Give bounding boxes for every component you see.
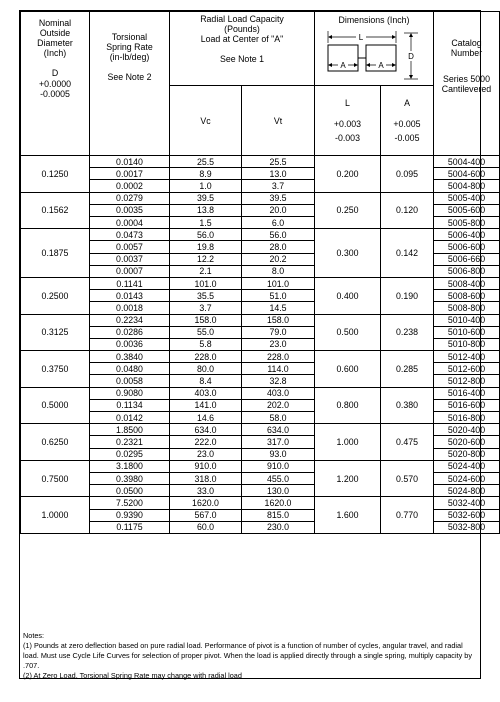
see-note-2: See Note 2 xyxy=(107,72,152,83)
vc-cell: 567.0 xyxy=(170,509,242,521)
vc-cell: 14.6 xyxy=(170,412,242,424)
vt-cell: 3.7 xyxy=(242,180,315,192)
rate-cell: 0.0035 xyxy=(90,204,170,216)
vc-cell: 33.0 xyxy=(170,485,242,497)
l-dimension-cell: 0.300 xyxy=(315,229,381,278)
d-arrow-bottom xyxy=(409,75,413,79)
rate-cell: 0.0037 xyxy=(90,253,170,265)
vc-cell: 1.5 xyxy=(170,217,242,229)
rate-cell: 0.0500 xyxy=(90,485,170,497)
vc-cell: 12.2 xyxy=(170,253,242,265)
vc-cell: 8.9 xyxy=(170,168,242,180)
catalog-number-cell: 5010-600 xyxy=(434,326,500,338)
vc-cell: 318.0 xyxy=(170,472,242,484)
a-dimension-cell: 0.238 xyxy=(381,314,434,351)
a-dimension-cell: 0.142 xyxy=(381,229,434,278)
catalog-number-cell: 5012-600 xyxy=(434,363,500,375)
rate-cell: 0.0007 xyxy=(90,265,170,277)
diagram-a2-label: A xyxy=(378,61,384,71)
a2-arrow-right xyxy=(392,63,396,67)
vc-cell: 1.0 xyxy=(170,180,242,192)
a-dimension-header: A +0.005 -0.005 xyxy=(381,86,434,156)
vc-cell: 910.0 xyxy=(170,460,242,472)
vt-cell: 101.0 xyxy=(242,277,315,289)
a-dimension-cell: 0.380 xyxy=(381,387,434,424)
vt-cell: 158.0 xyxy=(242,314,315,326)
vt-cell: 56.0 xyxy=(242,229,315,241)
rate-cell: 0.0140 xyxy=(90,156,170,168)
rate-cell: 0.0002 xyxy=(90,180,170,192)
table-row xyxy=(21,497,500,509)
nominal-od-cell: 0.3125 xyxy=(21,314,90,351)
vt-cell: 114.0 xyxy=(242,363,315,375)
a-dimension-cell: 0.770 xyxy=(381,497,434,534)
vt-cell: 28.0 xyxy=(242,241,315,253)
vt-cell: 20.0 xyxy=(242,204,315,216)
table-row xyxy=(21,424,500,436)
catalog-number-cell: 5032-800 xyxy=(434,521,500,533)
l-arrow-left xyxy=(328,35,332,39)
table-row xyxy=(21,314,500,326)
vt-cell: 13.0 xyxy=(242,168,315,180)
rate-cell: 0.0004 xyxy=(90,217,170,229)
rate-cell: 0.1141 xyxy=(90,277,170,289)
l-dimension-cell: 0.800 xyxy=(315,387,381,424)
nominal-od-cell: 0.1562 xyxy=(21,192,90,229)
vc-cell: 56.0 xyxy=(170,229,242,241)
catalog-number-cell: 5010-400 xyxy=(434,314,500,326)
vt-cell: 455.0 xyxy=(242,472,315,484)
catalog-number-cell: 5024-800 xyxy=(434,485,500,497)
vt-cell: 228.0 xyxy=(242,351,315,363)
series-label: Series 5000 xyxy=(443,74,490,85)
catalog-number-cell: 5010-800 xyxy=(434,338,500,350)
a2-arrow-left xyxy=(366,63,370,67)
vt-cell: 6.0 xyxy=(242,217,315,229)
see-note-1: See Note 1 xyxy=(219,54,264,65)
rate-cell: 0.3980 xyxy=(90,472,170,484)
rate-cell: 0.0295 xyxy=(90,448,170,460)
l-dimension-cell: 0.500 xyxy=(315,314,381,351)
diagram-d-label: D xyxy=(408,52,414,62)
l-dimension-cell: 0.600 xyxy=(315,351,381,388)
nominal-od-cell: 0.7500 xyxy=(21,460,90,497)
catalog-number-cell: 5004-600 xyxy=(434,168,500,180)
vt-cell: 130.0 xyxy=(242,485,315,497)
vc-cell: 8.4 xyxy=(170,375,242,387)
d-label: D xyxy=(51,68,59,79)
table-row xyxy=(21,277,500,289)
catalog-number-cell: 5012-800 xyxy=(434,375,500,387)
rate-cell: 0.1175 xyxy=(90,521,170,533)
catalog-number-cell: 5032-400 xyxy=(434,497,500,509)
vc-cell: 158.0 xyxy=(170,314,242,326)
catalog-number-cell: 5006-400 xyxy=(434,229,500,241)
vc-cell: 5.8 xyxy=(170,338,242,350)
a-dimension-cell: 0.095 xyxy=(381,156,434,193)
rate-cell: 0.0018 xyxy=(90,302,170,314)
catalog-number-cell: 5004-800 xyxy=(434,180,500,192)
nominal-od-cell: 0.1875 xyxy=(21,229,90,278)
rate-cell: 0.9080 xyxy=(90,387,170,399)
vt-cell: 910.0 xyxy=(242,460,315,472)
vt-cell: 93.0 xyxy=(242,448,315,460)
table-row xyxy=(21,156,500,168)
nominal-od-cell: 1.0000 xyxy=(21,497,90,534)
a-dimension-cell: 0.285 xyxy=(381,351,434,388)
diagram-a1-label: A xyxy=(340,61,346,71)
vc-header: Vc xyxy=(170,86,242,156)
table-row xyxy=(21,192,500,204)
l-dimension-header: L +0.003 -0.003 xyxy=(315,86,381,156)
vt-cell: 79.0 xyxy=(242,326,315,338)
catalog-number-cell: 5005-400 xyxy=(434,192,500,204)
rate-cell: 0.0142 xyxy=(90,412,170,424)
vc-cell: 25.5 xyxy=(170,156,242,168)
vc-cell: 634.0 xyxy=(170,424,242,436)
catalog-number-cell: 5005-600 xyxy=(434,204,500,216)
catalog-number-cell: 5020-800 xyxy=(434,448,500,460)
a-dimension-cell: 0.475 xyxy=(381,424,434,461)
torsional-rate-header: Torsional Spring Rate (in-lb/deg) See Note 2 xyxy=(90,12,170,156)
l-dimension-cell: 1.600 xyxy=(315,497,381,534)
a-dimension-cell: 0.570 xyxy=(381,460,434,497)
catalog-number-cell: 5024-400 xyxy=(434,460,500,472)
rate-cell: 0.9390 xyxy=(90,509,170,521)
vc-cell: 35.5 xyxy=(170,290,242,302)
vt-cell: 8.0 xyxy=(242,265,315,277)
a-dimension-cell: 0.120 xyxy=(381,192,434,229)
a1-arrow-left xyxy=(328,63,332,67)
vt-cell: 634.0 xyxy=(242,424,315,436)
vt-cell: 1620.0 xyxy=(242,497,315,509)
l-dimension-cell: 0.200 xyxy=(315,156,381,193)
diagram-l-label: L xyxy=(358,33,364,43)
note-1: (1) Pounds at zero deflection based on pure radial load. Performance of pivot is a function of number of cycles, angular travel, and radial load. Must use Cycle Life Curves for selection of proper pivot. When the load is applied directly through a single spring, multiply capacity by .707. xyxy=(23,641,472,670)
l-dimension-cell: 1.200 xyxy=(315,460,381,497)
nominal-od-cell: 0.6250 xyxy=(21,424,90,461)
catalog-number-cell: 5006-800 xyxy=(434,265,500,277)
rate-cell: 0.1134 xyxy=(90,399,170,411)
catalog-number-cell: 5016-400 xyxy=(434,387,500,399)
vt-header: Vt xyxy=(242,86,315,156)
vt-cell: 317.0 xyxy=(242,436,315,448)
vc-cell: 60.0 xyxy=(170,521,242,533)
vt-cell: 230.0 xyxy=(242,521,315,533)
cantilevered-label: Cantilevered xyxy=(441,84,492,95)
table-row xyxy=(21,387,500,399)
catalog-number-cell: 5012-400 xyxy=(434,351,500,363)
l-arrow-right xyxy=(392,35,396,39)
pivot-spec-table xyxy=(20,11,500,534)
nominal-od-cell: 0.2500 xyxy=(21,277,90,314)
vc-cell: 222.0 xyxy=(170,436,242,448)
l-dimension-cell: 0.250 xyxy=(315,192,381,229)
vt-cell: 25.5 xyxy=(242,156,315,168)
vc-cell: 3.7 xyxy=(170,302,242,314)
catalog-number-cell: 5005-800 xyxy=(434,217,500,229)
catalog-number-cell: 5024-600 xyxy=(434,472,500,484)
notes-title: Notes: xyxy=(23,631,45,640)
rate-cell: 0.0058 xyxy=(90,375,170,387)
vc-cell: 23.0 xyxy=(170,448,242,460)
vt-cell: 32.8 xyxy=(242,375,315,387)
vt-cell: 202.0 xyxy=(242,399,315,411)
notes-section xyxy=(20,629,479,683)
vc-cell: 39.5 xyxy=(170,192,242,204)
rate-cell: 0.2321 xyxy=(90,436,170,448)
rate-cell: 0.0473 xyxy=(90,229,170,241)
catalog-number-cell: 5008-400 xyxy=(434,277,500,289)
catalog-number-cell: 5004-400 xyxy=(434,156,500,168)
vt-cell: 51.0 xyxy=(242,290,315,302)
vt-cell: 39.5 xyxy=(242,192,315,204)
rate-cell: 7.5200 xyxy=(90,497,170,509)
catalog-number-cell: 5016-800 xyxy=(434,412,500,424)
catalog-number-cell: 5008-600 xyxy=(434,290,500,302)
vt-cell: 815.0 xyxy=(242,509,315,521)
vc-cell: 2.1 xyxy=(170,265,242,277)
vc-cell: 1620.0 xyxy=(170,497,242,509)
table-row xyxy=(21,229,500,241)
rate-cell: 0.0036 xyxy=(90,338,170,350)
rate-cell: 0.0017 xyxy=(90,168,170,180)
vc-cell: 80.0 xyxy=(170,363,242,375)
rate-cell: 0.0279 xyxy=(90,192,170,204)
catalog-number-cell: 5020-600 xyxy=(434,436,500,448)
vt-cell: 58.0 xyxy=(242,412,315,424)
vc-cell: 403.0 xyxy=(170,387,242,399)
rate-cell: 0.2234 xyxy=(90,314,170,326)
vc-cell: 55.0 xyxy=(170,326,242,338)
nominal-od-header: Nominal Outside Diameter (Inch) D +0.0000 -0.0005 xyxy=(21,12,90,156)
catalog-number-cell: 5006-660 xyxy=(434,253,500,265)
rate-cell: 0.0480 xyxy=(90,363,170,375)
a1-arrow-right xyxy=(354,63,358,67)
a-dimension-cell: 0.190 xyxy=(381,277,434,314)
catalog-number-cell: 5006-600 xyxy=(434,241,500,253)
catalog-number-cell: 5032-600 xyxy=(434,509,500,521)
vc-cell: 13.8 xyxy=(170,204,242,216)
radial-load-header: Radial Load Capacity (Pounds) Load at Center of "A" See Note 1 xyxy=(170,12,315,86)
note-2: (2) At Zero Load. Torsional Spring Rate may change with radial load xyxy=(23,671,242,680)
l-dimension-cell: 0.400 xyxy=(315,277,381,314)
vc-cell: 101.0 xyxy=(170,277,242,289)
d-arrow-top xyxy=(409,33,413,37)
catalog-number-cell: 5020-400 xyxy=(434,424,500,436)
rate-cell: 3.1800 xyxy=(90,460,170,472)
rate-cell: 0.0286 xyxy=(90,326,170,338)
rate-cell: 0.0057 xyxy=(90,241,170,253)
vt-cell: 20.2 xyxy=(242,253,315,265)
catalog-header: Catalog Number Series 5000 Cantilevered xyxy=(434,12,500,156)
pivot-dimension-diagram xyxy=(322,27,426,85)
vt-cell: 14.5 xyxy=(242,302,315,314)
table-row xyxy=(21,351,500,363)
nominal-od-cell: 0.5000 xyxy=(21,387,90,424)
spec-table-body xyxy=(21,156,500,534)
spec-sheet xyxy=(19,10,492,680)
vt-cell: 403.0 xyxy=(242,387,315,399)
rate-cell: 0.3840 xyxy=(90,351,170,363)
l-dimension-cell: 1.000 xyxy=(315,424,381,461)
dimensions-header: Dimensions (Inch) L A A D xyxy=(315,12,434,86)
vc-cell: 141.0 xyxy=(170,399,242,411)
nominal-od-cell: 0.1250 xyxy=(21,156,90,193)
rate-cell: 1.8500 xyxy=(90,424,170,436)
catalog-number-cell: 5016-600 xyxy=(434,399,500,411)
catalog-number-cell: 5008-800 xyxy=(434,302,500,314)
nominal-od-cell: 0.3750 xyxy=(21,351,90,388)
table-row xyxy=(21,460,500,472)
vc-cell: 19.8 xyxy=(170,241,242,253)
vt-cell: 23.0 xyxy=(242,338,315,350)
vc-cell: 228.0 xyxy=(170,351,242,363)
rate-cell: 0.0143 xyxy=(90,290,170,302)
